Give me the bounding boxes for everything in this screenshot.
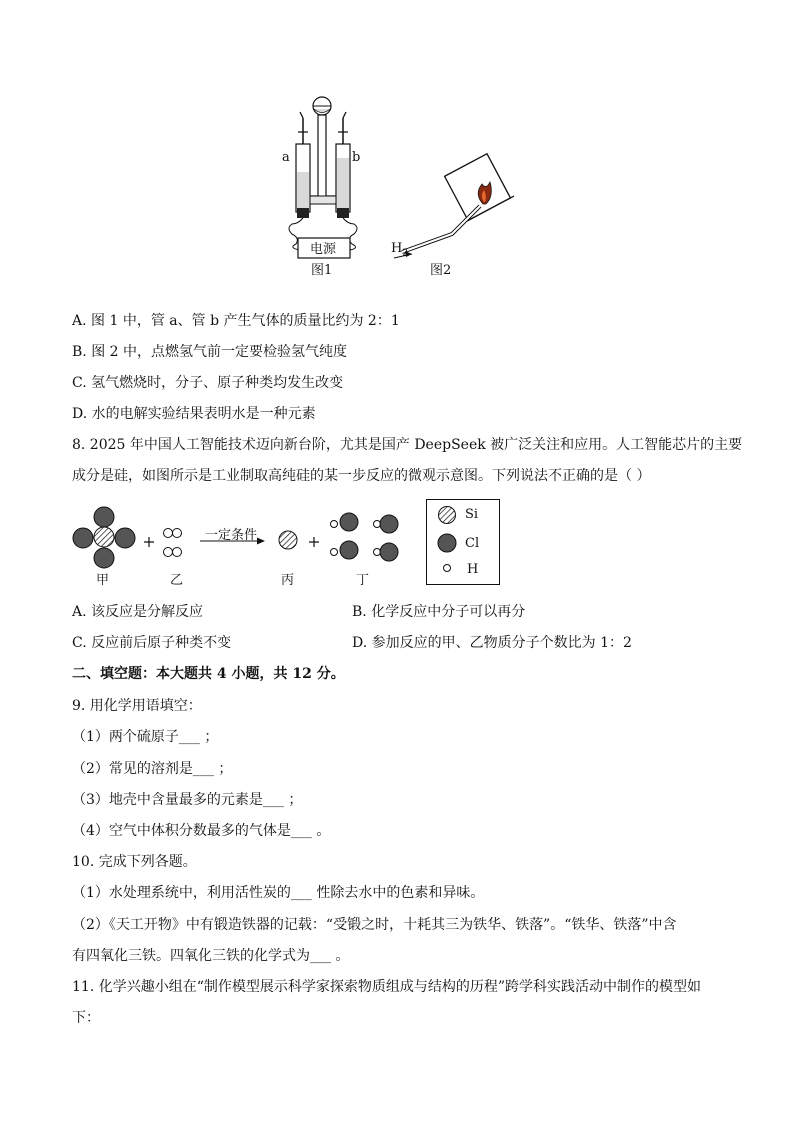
atom-legend-box [426,499,500,585]
label-ding: 丁 [356,573,370,588]
q8-option-d: D. 参加反应的甲、乙物质分子个数比为 1：2 [352,635,632,651]
power-supply-label: 电源 [310,242,337,257]
q10-item-1: （1）水处理系统中，利用活性炭的___ 性除去水中的色素和异味。 [72,885,485,901]
q8-option-b: B. 化学反应中分子可以再分 [352,604,526,620]
reaction-condition: 一定条件 [205,528,258,543]
q7-option-b: B. 图 2 中，点燃氢气前一定要检验氢气纯度 [72,344,347,360]
molecule-jia [73,507,135,568]
section-2-title: 二、填空题：本大题共 4 小题，共 12 分。 [72,666,345,682]
hydrogen-subscript: 2 [402,248,409,259]
legend-h-label: H [467,562,479,577]
legend-cl-atom [438,534,456,552]
molecule-yi [164,529,182,557]
q11-stem-line-1: 11. 化学兴趣小组在“制作模型展示科学家探索物质组成与结构的历程”跨学科实践活动中制作的模型如 [72,979,702,995]
q10-item-2-line-1: （2）《天工开物》中有锻造铁器的记载：“受锻之时，十耗其三为铁华、铁落”。“铁华、铁落”中含 [72,917,677,933]
q8-stem-line-2: 成分是硅，如图所示是工业制取高纯硅的某一步反应的微观示意图。下列说法不正确的是（ ） [72,468,651,484]
q9-stem: 9. 用化学用语填空： [72,698,202,714]
hydrogen-label [391,240,408,263]
q8-option-a: A. 该反应是分解反应 [72,604,204,620]
q11-stem-line-2: 下： [72,1010,100,1026]
q10-item-2-line-2: 有四氧化三铁。四氧化三铁的化学式为___ 。 [72,948,350,964]
legend-h-atom [444,565,451,572]
q8-option-c: C. 反应前后原子种类不变 [72,635,232,651]
q7-option-d: D. 水的电解实验结果表明水是一种元素 [72,406,316,422]
label-bing: 丙 [281,573,295,588]
q9-item-1: （1）两个硫原子___ ； [72,729,219,745]
label-jia: 甲 [96,573,110,588]
legend-si-label: Si [465,507,479,522]
figure-2-hydrogen-burning [390,150,520,268]
q7-option-c: C. 氢气燃烧时，分子、原子种类均发生改变 [72,375,344,391]
q8-stem-line-1: 8. 2025 年中国人工智能技术迈向新台阶，尤其是国产 DeepSeek 被广泛关注和应用。人工智能芯片的主要 [72,437,743,453]
q9-item-3: （3）地壳中含量最多的元素是___ ； [72,792,303,808]
molecule-ding [331,513,399,561]
legend-cl-label: Cl [465,536,480,551]
label-yi: 乙 [170,573,184,588]
q7-option-a: A. 图 1 中，管 a、管 b 产生气体的质量比约为 2：1 [72,313,400,329]
figure-1-caption: 图1 [311,263,333,278]
q9-item-4: （4）空气中体积分数最多的气体是___ 。 [72,823,331,839]
figure-2-caption: 图2 [430,263,452,278]
tube-b-label: b [352,150,361,165]
legend-si-atom [439,507,456,524]
tube-a-label: a [282,150,290,165]
q9-item-2: （2）常见的溶剂是___ ； [72,761,233,777]
molecule-bing [279,531,297,549]
hydrogen-symbol: H [391,241,403,256]
q10-stem: 10. 完成下列各题。 [72,854,197,870]
